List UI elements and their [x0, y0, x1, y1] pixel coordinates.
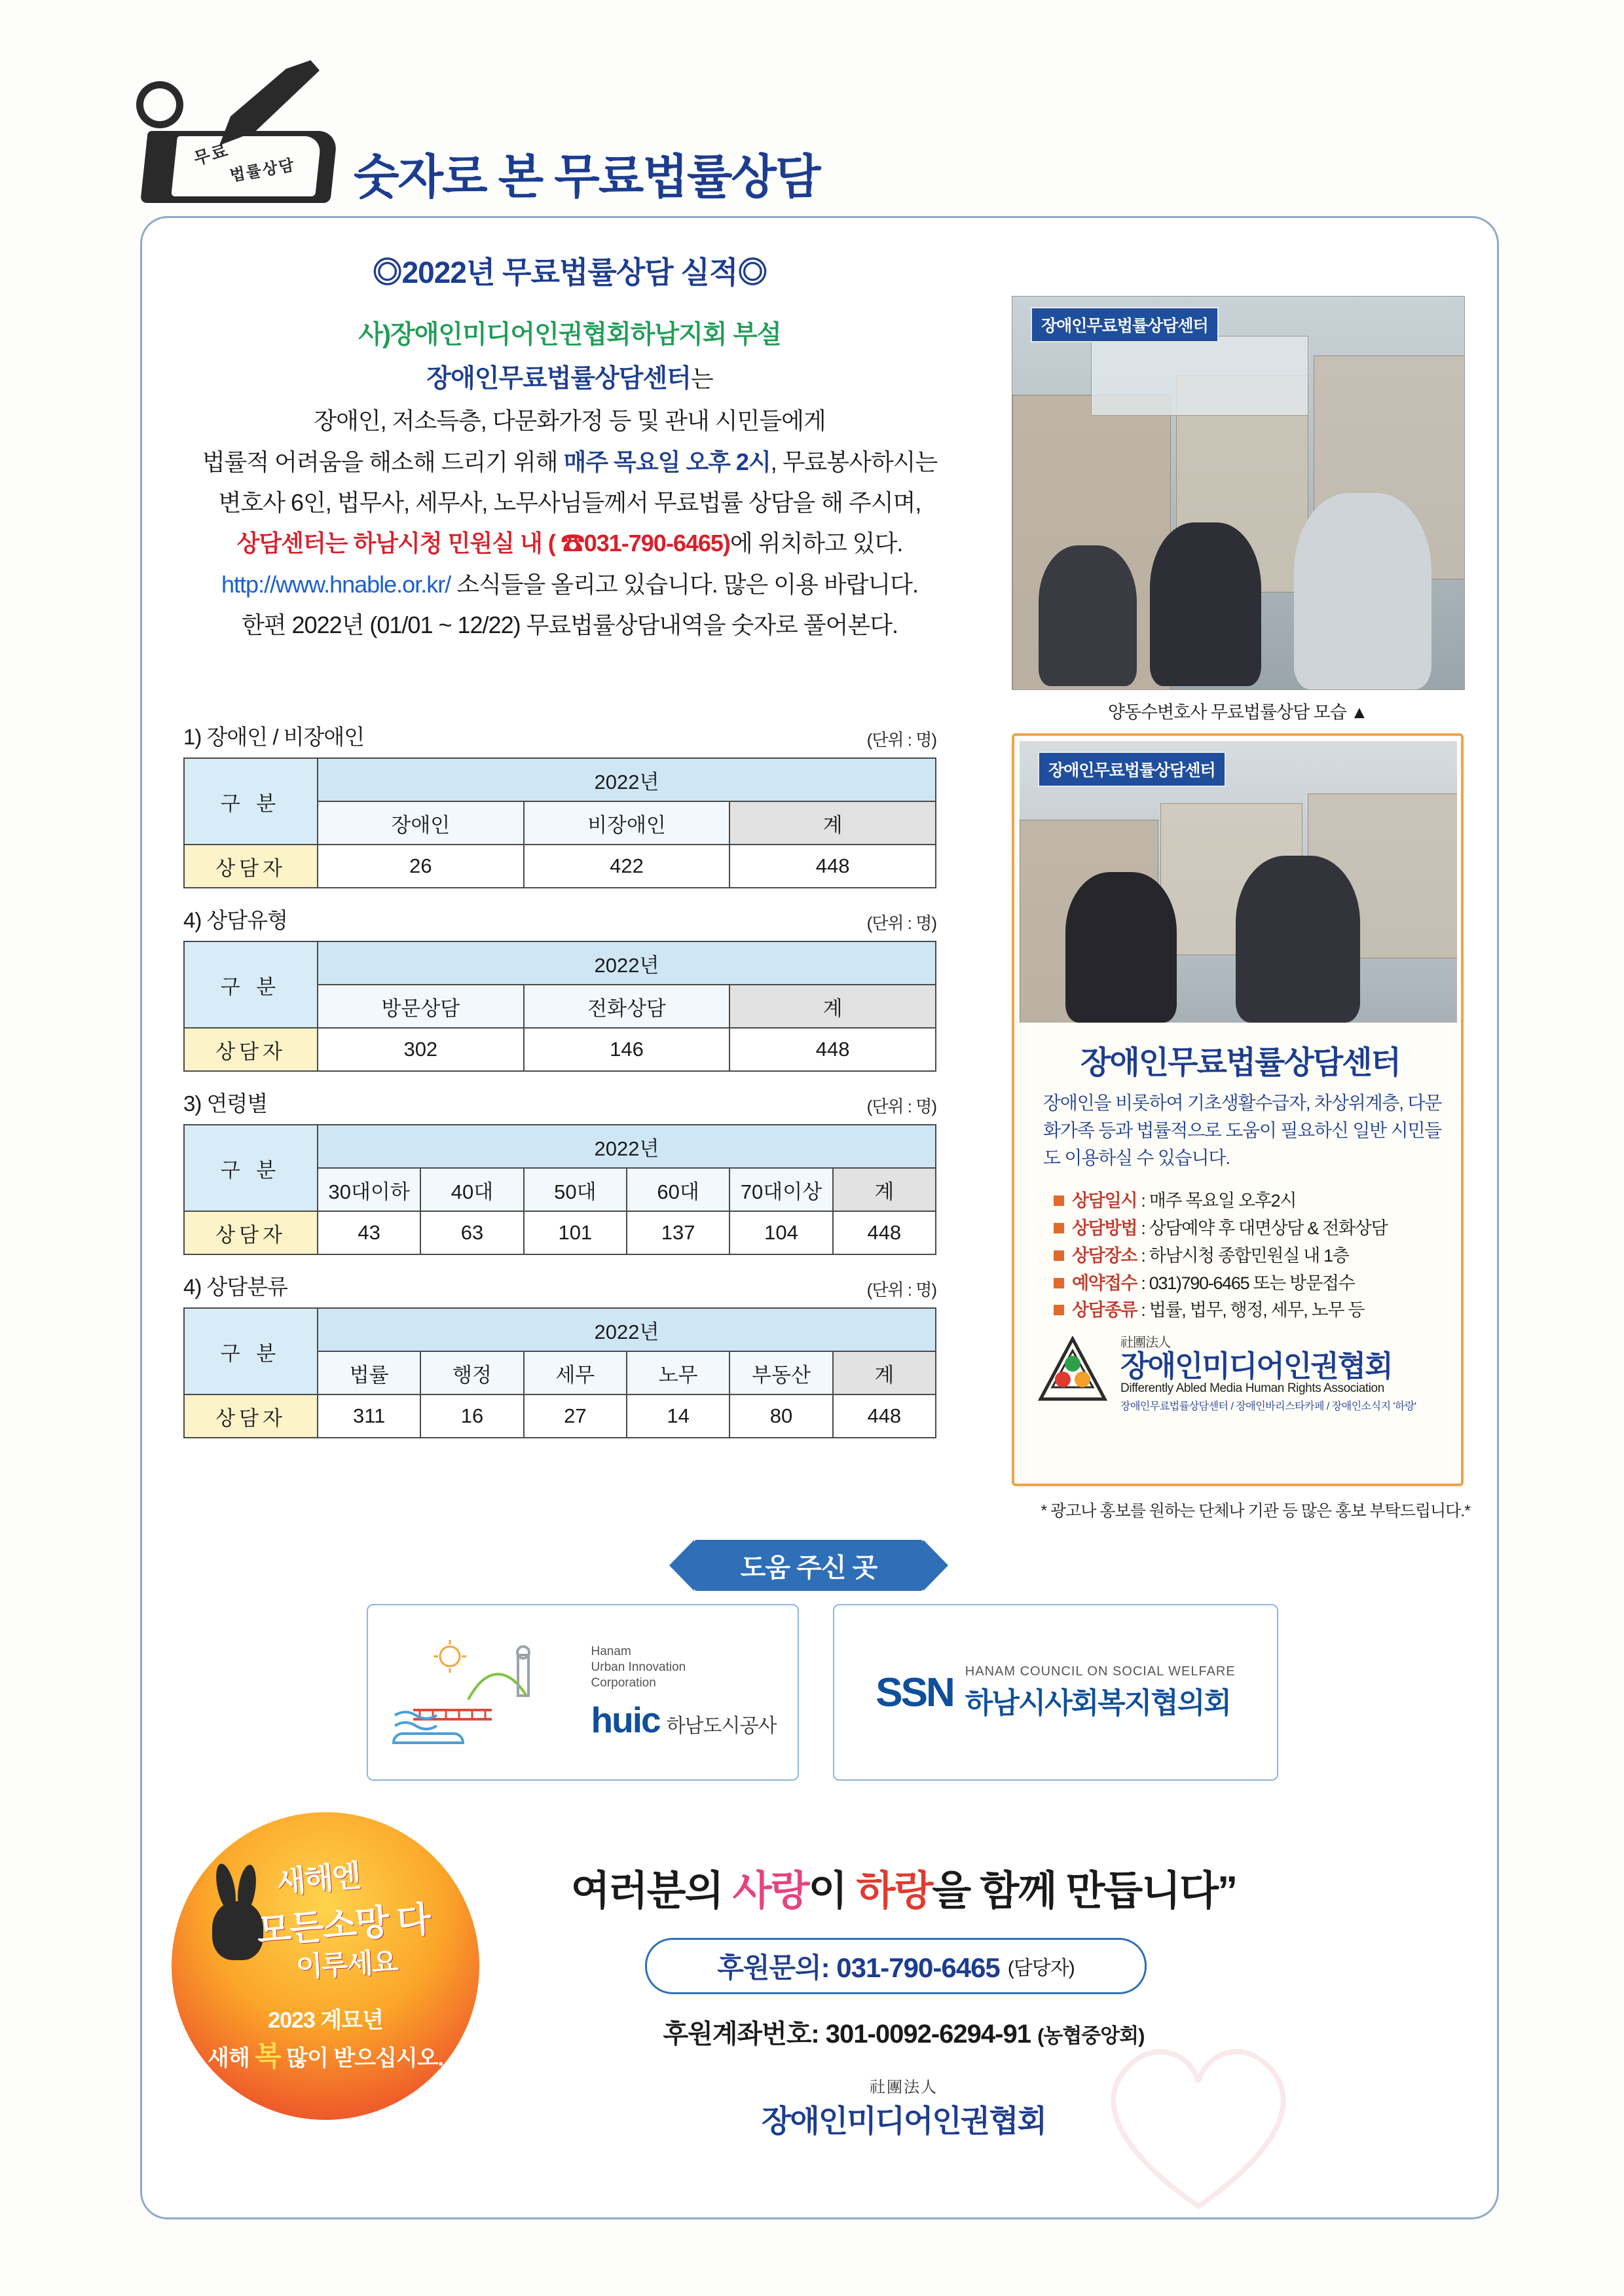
account-bank: (농협중앙회): [1037, 2024, 1145, 2047]
detail-value-3: : 031)790-6465 또는 방문접수: [1141, 1273, 1355, 1293]
table-3-val-5: 448: [833, 1211, 936, 1254]
table-2-caption: 4) 상담유형: [183, 908, 288, 932]
intro-org-line1: [164, 314, 976, 355]
newyear-line2: 모든소망 다: [255, 1899, 431, 1952]
table-row: [184, 758, 936, 801]
detail-label-4: 상담종류: [1072, 1300, 1137, 1321]
table-row: [184, 941, 936, 985]
donation-contact-person: (담당자): [1007, 1958, 1075, 1979]
table-row: [184, 1308, 936, 1351]
schedule-emphasis: 매주 목요일 오후 2시: [563, 448, 771, 475]
table-row: [184, 1028, 936, 1071]
page-title: 숫자로 본 무료법률상담: [354, 151, 820, 204]
table-1-col-0: 장애인: [318, 801, 524, 845]
table-4-caption: 4) 상담분류: [183, 1275, 288, 1299]
website-link[interactable]: http://www.hnable.or.kr/: [221, 570, 451, 598]
stat-block-3: [183, 1087, 936, 1255]
intro-line5: 변호사 6인, 법무사, 세무사, 노무사님들께서 무료법률 상담을 해 주시며,: [218, 488, 921, 516]
slogan-harang: 하랑: [856, 1868, 932, 1914]
location-phone-emphasis: 상담센터는 하남시청 민원실 내 ( ☎031-790-6465): [236, 530, 730, 557]
association-programs: 장애인무료법률상담센터 / 장애인바리스타카페 / 장애인소식지 '하랑': [1120, 1401, 1416, 1413]
seal-icon: [136, 81, 183, 128]
stat-block-4: [183, 1270, 936, 1438]
table-4-unit: (단위 : 명): [866, 1280, 936, 1300]
table-1-unit: (단위 : 명): [866, 730, 936, 750]
detail-value-1: : 상담예약 후 대면상담 & 전화상담: [1141, 1218, 1388, 1238]
ssn-korean: 하남시사회복지협의회: [965, 1686, 1230, 1719]
table-1-val-1: 422: [524, 845, 730, 888]
center-name-suffix: 는: [690, 365, 713, 393]
table-1-col-2: 계: [729, 801, 936, 845]
detail-label-3: 예약접수: [1072, 1273, 1137, 1293]
center-card-description: 장애인을 비롯하여 기초생활수급자, 차상위계층, 다문화가족 등과 법률적으로 도움이 필요하신 일반 시민들도 이용하실 수 있습니다.: [1043, 1093, 1442, 1168]
donation-phone: 후원문의: 031-790-6465: [717, 1952, 1000, 1983]
newyear-bok: 복: [255, 2041, 281, 2071]
help-banner: 도움 주신 곳: [694, 1540, 923, 1591]
intro-line4-c: , 무료봉사하시는: [770, 448, 938, 475]
table-4-val-5: 448: [833, 1394, 936, 1438]
detail-value-4: : 법률, 법무, 행정, 세무, 노무 등: [1141, 1300, 1365, 1321]
table-4-val-3: 14: [627, 1394, 729, 1438]
new-year-badge: [172, 1812, 479, 2120]
table-3-col-4: 70대이상: [729, 1168, 832, 1211]
intro-line4: [164, 443, 976, 481]
table-4-val-0: 311: [318, 1394, 420, 1438]
page-header: [124, 52, 976, 210]
table-2-col-2: 계: [729, 985, 936, 1028]
huic-english-2: Urban Innovation: [591, 1660, 686, 1675]
table-3-col-3: 60대: [627, 1168, 729, 1211]
photo1-caption: 양동수변호사 무료법률상담 모습 ▲: [1107, 702, 1368, 722]
slogan-part-b: 이: [808, 1868, 857, 1914]
association-mark-icon: [1034, 1336, 1111, 1408]
center-card-details: [1054, 1188, 1453, 1324]
table-1-col-1: 비장애인: [524, 801, 730, 845]
table-4-rowlabel: 상담자: [184, 1394, 318, 1438]
center-name-blue: 장애인무료법률상담센터: [426, 365, 691, 393]
newyear-line5-a: 새해: [208, 2046, 255, 2071]
stat-block-1: [183, 720, 936, 888]
table-2-val-1: 146: [524, 1028, 730, 1071]
ssn-english: HANAM COUNCIL ON SOCIAL WELFARE: [965, 1664, 1236, 1679]
table-2-unit: (단위 : 명): [866, 913, 936, 933]
table-age-group: [183, 1124, 936, 1255]
table-3-unit: (단위 : 명): [866, 1097, 936, 1116]
detail-value-2: : 하남시청 종합민원실 내 1층: [1141, 1245, 1349, 1266]
table-4-val-4: 80: [729, 1394, 832, 1438]
table-4-col-1: 행정: [420, 1351, 523, 1394]
sponsor-huic[interactable]: [367, 1604, 799, 1781]
table-3-val-2: 101: [524, 1211, 627, 1254]
table-2-rowheader: 구 분: [184, 941, 318, 1028]
table-3-val-3: 137: [627, 1211, 729, 1254]
slogan-part-a: 여러분의: [570, 1868, 733, 1914]
table-4-rowheader: 구 분: [184, 1308, 318, 1394]
table-4-col-2: 세무: [524, 1351, 627, 1394]
table-consult-category: [183, 1307, 936, 1438]
table-disability: [183, 757, 936, 888]
bullet-square-icon: [1054, 1250, 1064, 1261]
list-item: [1054, 1243, 1453, 1270]
table-consult-type: [183, 941, 936, 1072]
intro-line4-a: 법률적 어려움을 해소해 드리기 위해: [202, 448, 564, 475]
huic-name-korean: 하남도시공사: [666, 1715, 777, 1737]
donation-account: [511, 2013, 1297, 2050]
table-4-col-4: 부동산: [729, 1351, 832, 1394]
ssn-logo: SSN: [876, 1669, 953, 1715]
table-3-rowlabel: 상담자: [184, 1211, 318, 1254]
table-2-rowlabel: 상담자: [184, 1028, 318, 1071]
table-1-rowheader: 구 분: [184, 758, 318, 845]
table-4-val-2: 27: [524, 1394, 627, 1438]
intro-line6-b: 에 위치하고 있다.: [729, 530, 903, 557]
donation-contact-box[interactable]: [645, 1938, 1147, 1994]
intro-title: ◎2022년 무료법률상담 실적◎: [372, 255, 767, 289]
intro-section: [164, 249, 976, 647]
newyear-line1: 새해엔: [275, 1858, 361, 1900]
association-logo-block: [1034, 1332, 1447, 1413]
newyear-line3: 이루세요: [295, 1946, 398, 1983]
table-3-caption: 3) 연령별: [183, 1091, 268, 1116]
logo-text-1: 무료: [191, 140, 231, 169]
table-3-col-1: 40대: [420, 1168, 523, 1211]
table-2-val-0: 302: [318, 1028, 524, 1071]
intro-line6: [164, 524, 976, 562]
table-1-val-0: 26: [318, 845, 524, 888]
slogan-love: 사랑: [732, 1868, 809, 1914]
detail-label-1: 상담방법: [1072, 1218, 1137, 1238]
intro-line7-b: 소식들을 올리고 있습니다. 많은 이용 바랍니다.: [451, 570, 918, 598]
table-2-col-0: 방문상담: [318, 985, 524, 1028]
footer-organization: [511, 2074, 1297, 2141]
huic-name: huic: [591, 1699, 660, 1740]
table-row: [184, 1394, 936, 1438]
center-info-card: [1012, 733, 1464, 1486]
newyear-line5: [172, 2035, 479, 2074]
table-3-rowheader: 구 분: [184, 1125, 318, 1211]
table-1-rowlabel: 상담자: [184, 845, 318, 888]
intro-line7: [164, 566, 976, 604]
table-1-year: 2022년: [318, 758, 936, 801]
table-4-col-3: 노무: [627, 1351, 729, 1394]
table-3-col-2: 50대: [524, 1168, 627, 1211]
table-4-val-1: 16: [420, 1394, 523, 1438]
advertising-note: * 광고나 홍보를 원하는 단체나 기관 등 많은 홍보 부탁드립니다.*: [1041, 1502, 1470, 1520]
huic-illustration-icon: [390, 1637, 580, 1748]
logo-text-2: 법률상담: [228, 156, 297, 185]
org-name-green: 사)장애인미디어인권협회하남지회 부설: [358, 321, 781, 349]
table-4-col-5: 계: [833, 1351, 936, 1394]
bullet-square-icon: [1054, 1223, 1064, 1233]
association-name-english: Differently Abled Media Human Rights Association: [1120, 1381, 1384, 1396]
account-number: 후원계좌번호: 301-0092-6294-91: [663, 2020, 1031, 2049]
newyear-line5-c: 많이 받으십시오.: [280, 2046, 443, 2071]
table-4-year: 2022년: [318, 1308, 936, 1351]
intro-org-line2: [164, 358, 976, 399]
table-row: [184, 1211, 936, 1254]
table-row: [184, 845, 936, 888]
photo1-signboard: 장애인무료법률상담센터: [1031, 307, 1219, 342]
intro-line3: 장애인, 저소득층, 다문화가정 등 및 관내 시민들에게: [314, 407, 826, 435]
table-2-val-2: 448: [729, 1028, 936, 1071]
table-3-val-4: 104: [729, 1211, 832, 1254]
detail-label-0: 상담일시: [1072, 1191, 1137, 1211]
stat-block-2: [183, 903, 936, 1072]
consultation-photo-2: [1020, 741, 1457, 1023]
table-3-val-0: 43: [318, 1211, 420, 1254]
footer-org-name: 장애인미디어인권협회: [761, 2104, 1046, 2138]
list-item: [1054, 1270, 1453, 1298]
photo2-signboard: 장애인무료법률상담센터: [1038, 752, 1226, 787]
huic-english-1: Hanam: [591, 1645, 631, 1659]
footer-prefix: 社團法人: [870, 2079, 938, 2096]
bullet-square-icon: [1054, 1278, 1064, 1288]
detail-label-2: 상담장소: [1072, 1245, 1137, 1266]
book-quill-logo: [131, 59, 347, 210]
list-item: [1054, 1188, 1453, 1215]
slogan-part-c: 을 함께 만듭니다”: [932, 1868, 1237, 1914]
table-2-year: 2022년: [318, 941, 936, 985]
table-1-val-2: 448: [729, 845, 936, 888]
bullet-square-icon: [1054, 1305, 1064, 1315]
huic-english-3: Corporation: [591, 1675, 656, 1690]
main-slogan: [511, 1858, 1297, 1916]
consultation-photo-1: [1012, 296, 1465, 690]
association-prefix: 社團法人: [1120, 1336, 1170, 1350]
table-2-col-1: 전화상담: [524, 985, 730, 1028]
center-card-title: 장애인무료법률상담센터: [1080, 1046, 1401, 1080]
list-item: [1054, 1215, 1453, 1243]
table-3-col-5: 계: [833, 1168, 936, 1211]
intro-line8: 한편 2022년 (01/01 ~ 12/22) 무료법률상담내역을 숫자로 풀어본다.: [241, 611, 898, 638]
association-name: 장애인미디어인권협회: [1120, 1349, 1392, 1383]
table-3-val-1: 63: [420, 1211, 523, 1254]
table-3-year: 2022년: [318, 1125, 936, 1168]
table-1-caption: 1) 장애인 / 비장애인: [183, 725, 365, 749]
table-3-col-0: 30대이하: [318, 1168, 420, 1211]
detail-value-0: : 매주 목요일 오후2시: [1141, 1191, 1297, 1211]
newyear-line4: 2023 계묘년: [268, 2008, 383, 2033]
table-row: [184, 1125, 936, 1168]
sponsor-ssn[interactable]: [833, 1604, 1278, 1781]
table-4-col-0: 법률: [318, 1351, 420, 1394]
list-item: [1054, 1297, 1453, 1324]
bullet-square-icon: [1054, 1195, 1064, 1206]
